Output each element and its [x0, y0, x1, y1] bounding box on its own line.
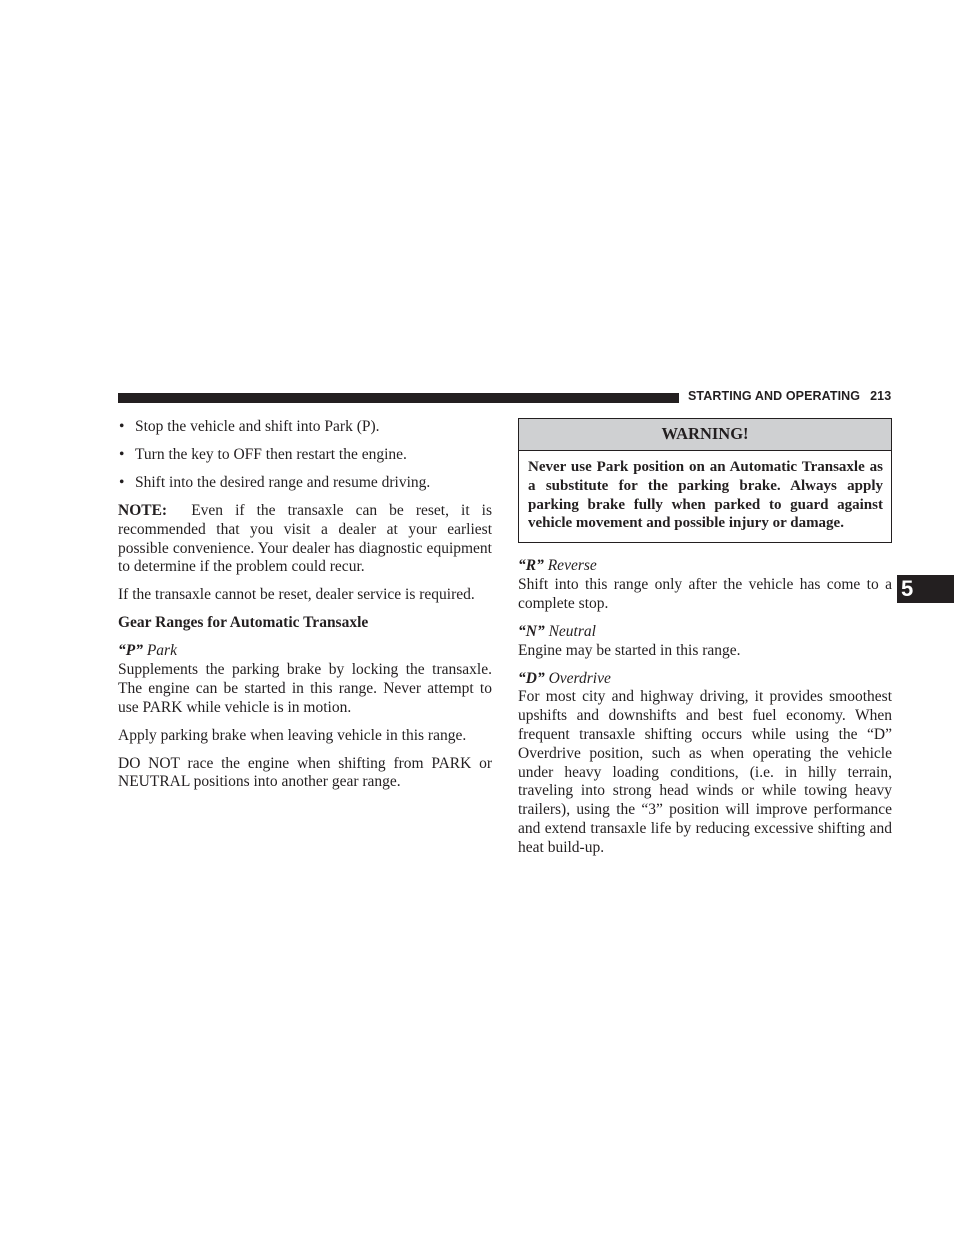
bullet-dot-icon: •	[119, 445, 125, 463]
overdrive-heading: “D” Overdrive	[518, 669, 611, 687]
right-column	[518, 418, 892, 867]
bullet-dot-icon: •	[119, 418, 125, 435]
reverse-paragraph: Shift into this range only after the vehicle has come to a complete stop.	[518, 575, 892, 612]
park-paragraph: Supplements the parking brake by locking the transaxle. The engine can be started in this range. Never attempt to use PARK while vehicle is in motion.	[118, 661, 492, 716]
running-header	[688, 389, 891, 403]
reset-paragraph: If the transaxle cannot be reset, dealer service is required.	[118, 586, 475, 604]
note-text: Even if the transaxle can be reset, it is recommended that you visit a dealer at your earliest possible convenience. Your dealer has diagnostic equipment to determine if the problem could recur.	[118, 501, 493, 576]
note-paragraph	[118, 502, 492, 577]
warning-title: WARNING!	[519, 419, 891, 451]
bullet-item: • Stop the vehicle and shift into Park (P).	[119, 418, 380, 435]
neutral-heading: “N” Neutral	[518, 622, 596, 640]
section-title: STARTING AND OPERATING	[688, 389, 861, 403]
park-paragraph: Apply parking brake when leaving vehicle in this range.	[118, 726, 467, 744]
page-number: 213	[870, 389, 892, 403]
bullet-item: • Shift into the desired range and resume driving.	[119, 473, 431, 491]
reverse-heading: “R” Reverse	[518, 557, 597, 575]
chapter-tab: 5	[897, 575, 954, 603]
warning-text: Never use Park position on an Automatic Transaxle as a substitute for the parking brake. Always apply parking brake fully when parked to guard against vehicle movement and possible injury or damage.	[528, 459, 883, 532]
bullet-dot-icon: •	[119, 473, 125, 491]
note-label: NOTE:	[118, 501, 168, 519]
park-paragraph: DO NOT race the engine when shifting from PARK or NEUTRAL positions into another gear range.	[118, 754, 492, 791]
section-heading: Gear Ranges for Automatic Transaxle	[118, 614, 369, 632]
header-rule	[118, 393, 679, 403]
warning-box	[518, 418, 892, 543]
park-heading: “P” Park	[118, 642, 177, 660]
neutral-paragraph: Engine may be started in this range.	[518, 641, 741, 659]
overdrive-paragraph: For most city and highway driving, it provides smoothest upshifts and downshifts and best fuel economy. When frequent transaxle shifting occurs while using the “D” Overdrive position, such as when operating the vehicle under heavy loading conditions, (i.e. in hilly terrain, traveling into strong head winds or while towing heavy trailers), using the “3” position will improve performance and extend transaxle life by reducing excessive shifting and heat build-up.	[518, 688, 892, 856]
bullet-item: • Turn the key to OFF then restart the engine.	[119, 445, 407, 463]
left-column	[118, 418, 492, 801]
